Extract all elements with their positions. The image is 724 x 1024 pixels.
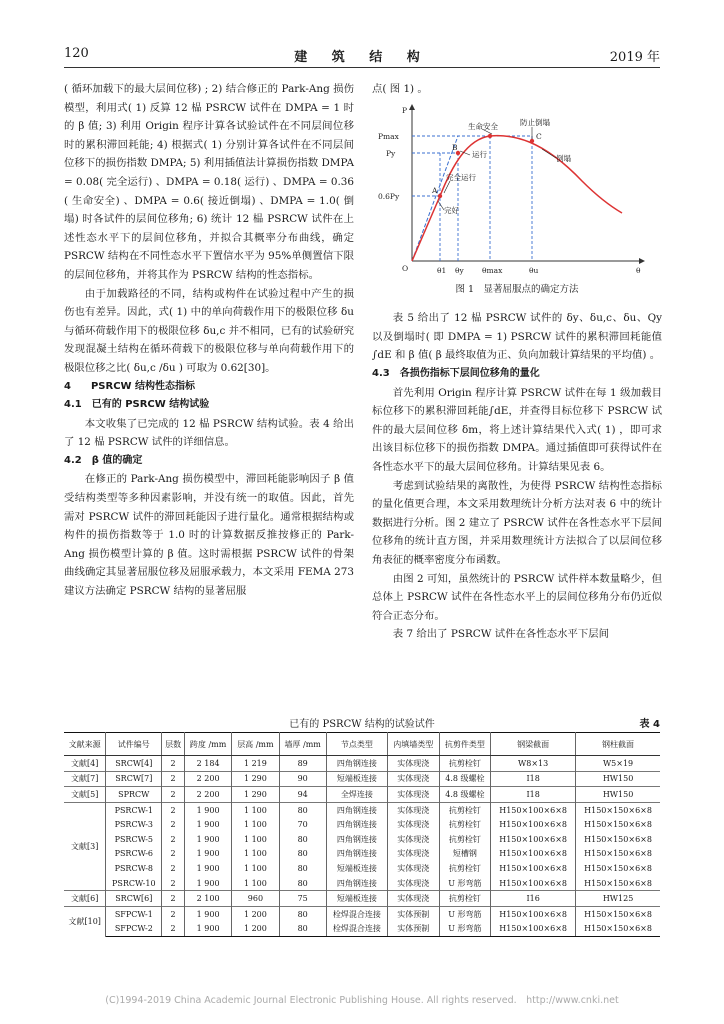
table-row [64, 756, 660, 772]
table-cell: H150×100×6×8 [491, 817, 576, 832]
table-cell: PSRCW-10 [106, 876, 162, 891]
table-cell: H150×150×6×8 [576, 861, 660, 876]
page-header [64, 46, 660, 68]
paragraph: 表 7 给出了 PSRCW 试件在各性态水平下层间 [392, 628, 610, 641]
table-row [64, 802, 660, 817]
point-b-label: B [452, 142, 458, 152]
header-rule [64, 67, 660, 68]
table-cell: 2 [162, 922, 185, 937]
ann-prevent-collapse: 防止倒塌 [520, 117, 550, 127]
table-cell: 栓焊混合连接 [326, 906, 387, 921]
table-cell: PSRCW-6 [106, 847, 162, 862]
pmax-label: Pmax [378, 131, 399, 141]
figure-1 [372, 101, 662, 279]
table-row [64, 847, 660, 862]
table-cell: 70 [279, 817, 326, 832]
py-label: Py [386, 148, 396, 158]
table-cell: 2 [162, 771, 185, 787]
table-cell: 抗剪栓钉 [439, 802, 491, 817]
table-number: 表 4 [639, 719, 660, 730]
page-number: 120 [64, 46, 89, 61]
table-cell: 1 100 [232, 861, 279, 876]
table-cell: 四角钢连接 [326, 847, 387, 862]
table-cell: 抗剪栓钉 [439, 891, 491, 907]
thetau-label: θu [529, 265, 539, 275]
right-column [372, 80, 662, 644]
table-cell: 2 184 [184, 756, 231, 772]
source-cell: 文献[7] [64, 771, 106, 787]
left-column [64, 80, 354, 601]
table-cell: 80 [279, 876, 326, 891]
table-cell: 1 900 [184, 906, 231, 921]
table-cell: 2 200 [184, 771, 231, 787]
table-cell: 四角钢连接 [326, 802, 387, 817]
point-c-label: C [536, 131, 542, 141]
table-cell: HW150 [576, 787, 660, 803]
table-cell: 2 [162, 802, 185, 817]
table-cell: 89 [279, 756, 326, 772]
table-cell: 1 100 [232, 832, 279, 847]
table-cell: PSRCW-3 [106, 817, 162, 832]
source-cell: 文献[5] [64, 787, 106, 803]
table-cell: 1 100 [232, 817, 279, 832]
point-a-label: A [432, 185, 438, 195]
table-cell: 实体现浇 [388, 802, 440, 817]
ann-collapse: 倒塌 [556, 153, 571, 163]
table-row [64, 922, 660, 937]
ann-life-safety: 生命安全 [468, 121, 498, 131]
table-cell: 实体现浇 [388, 832, 440, 847]
paragraph: 由图 2 可知，虽然统计的 PSRCW 试件样本数量略少，但总体上 PSRCW 试件在各性态水平上的层间位移角分布仍近似符合正态分布。 [372, 572, 662, 622]
table-cell: HW150 [576, 771, 660, 787]
column-header: 层高 /mm [232, 733, 279, 756]
table-cell: H150×150×6×8 [576, 847, 660, 862]
figure-ref-line: 点( 图 1) 。 [372, 83, 428, 95]
table-cell: 1 900 [184, 832, 231, 847]
column-header: 内填墙类型 [388, 733, 440, 756]
section-heading: 4 PSRCW 结构性态指标 [64, 380, 196, 392]
table-cell: 960 [232, 891, 279, 907]
table-cell: 75 [279, 891, 326, 907]
table-cell: PSRCW-8 [106, 861, 162, 876]
thetay-label: θy [455, 265, 464, 275]
table-cell: 2 [162, 787, 185, 803]
point-max [488, 133, 492, 137]
thetamax-label: θmax [482, 265, 503, 275]
table-cell: SRCW[4] [106, 756, 162, 772]
figure-caption: 图 1 显著屈服点的确定方法 [455, 283, 579, 295]
ann-fully-operational: 完全运行 [446, 172, 476, 182]
skeleton-curve-plot [372, 101, 662, 279]
table-cell: H150×100×6×8 [491, 861, 576, 876]
table-row [64, 832, 660, 847]
paragraph: 在修正的 Park-Ang 损伤模型中，滞回耗能影响因子 β 值受结构类型等多种因素影响，并没有统一的取值。因此，首先需对 PSRCW 试件的滞回耗能因子进行量化。通常根据结构或构件的损伤指数等于 1.0 时的计算数据反推按修正的 Park-Ang 损伤模型计算的 β 值。这时需根据 PSRCW 试件的骨架曲线确定其显著屈服位移及屈服承载力，本文采用 FEMA 273 建议方法确定 PSRCW 结构的显著屈服 [64, 473, 354, 598]
section-heading: 4.1 已有的 PSRCW 结构试验 [64, 399, 210, 411]
table-cell: W8×13 [491, 756, 576, 772]
table-cell: H150×100×6×8 [491, 876, 576, 891]
table-row [64, 771, 660, 787]
table-cell: 短端板连接 [326, 861, 387, 876]
table-cell: 抗剪栓钉 [439, 861, 491, 876]
table-cell: H150×100×6×8 [491, 906, 576, 921]
table-cell: 1 900 [184, 817, 231, 832]
table-cell: 1 200 [232, 922, 279, 937]
table-cell: I16 [491, 891, 576, 907]
table-cell: 实体现浇 [388, 876, 440, 891]
x-axis-label: θ [636, 265, 641, 275]
table-cell: HW125 [576, 891, 660, 907]
table-cell: 2 [162, 861, 185, 876]
column-header: 层数 [162, 733, 185, 756]
column-header: 跨度 /mm [184, 733, 231, 756]
column-header: 墙厚 /mm [279, 733, 326, 756]
table-cell: H150×150×6×8 [576, 832, 660, 847]
table-row [64, 817, 660, 832]
table-cell: 1 100 [232, 802, 279, 817]
table-cell: 80 [279, 861, 326, 876]
table-cell: 栓焊混合连接 [326, 922, 387, 937]
table-cell: H150×100×6×8 [491, 832, 576, 847]
origin-label: O [402, 263, 409, 273]
ann-operational: 运行 [472, 149, 487, 159]
section-heading: 4.3 各损伤指标下层间位移角的量化 [372, 367, 540, 379]
table-cell: SFPCW-2 [106, 922, 162, 937]
table-cell: 4.8 级螺栓 [439, 771, 491, 787]
copyright-footer: (C)1994-2019 China Academic Journal Electronic Publishing House. All rights reserved. http://www.cnki.net [105, 995, 619, 1006]
table-cell: 实体现浇 [388, 847, 440, 862]
point-a [438, 193, 442, 197]
table-cell: 短槽钢 [439, 847, 491, 862]
table-cell: 实体现浇 [388, 861, 440, 876]
table-cell: U 形弯筋 [439, 922, 491, 937]
table-cell: 2 200 [184, 787, 231, 803]
table-cell: 实体预制 [388, 922, 440, 937]
table-cell: 80 [279, 922, 326, 937]
table-cell: 2 [162, 847, 185, 862]
table-cell: 抗剪栓钉 [439, 756, 491, 772]
table-cell: 1 900 [184, 847, 231, 862]
table-cell: PSRCW-5 [106, 832, 162, 847]
table-cell: 80 [279, 906, 326, 921]
journal-year: 2019 年 [609, 50, 660, 65]
table-cell: 实体现浇 [388, 787, 440, 803]
table-cell: 94 [279, 787, 326, 803]
table-cell: 短端板连接 [326, 891, 387, 907]
table-cell: 抗剪栓钉 [439, 832, 491, 847]
table-cell: 实体现浇 [388, 771, 440, 787]
source-cell: 文献[4] [64, 756, 106, 772]
ann-intact: 完好 [444, 205, 459, 215]
table-cell: U 形弯筋 [439, 876, 491, 891]
paragraph: ( 循环加载下的最大层间位移) ; 2) 结合修正的 Park-Ang 损伤模型，利用式( 1) 反算 12 榀 PSRCW 试件在 DMPA = 1 时的 β 值; 3) 利用 Origin 程序计算各试验试件在不同层间位移时的累积滞回耗能; 4) 根据式( 1) 分别计算各试件在不同层间位移下的损伤指数 DMPA; 5) 利用插值法计算损伤指数 DMPA = 0.08( 完全运行) 、DMPA = 0.18( 运行) 、DMPA = 0.36 ( 生命安全) 、DMPA = 0.6( 接近倒塌) 、DMPA = 1.0( 倒塌) 时各试件的层间位移角; 6) 统计 12 榀 PSRCW 试件在上述性态水平下的层间位移角，并拟合其概率分布曲线，确定 PSRCW 结构在不同性态水平下置信水平为 95%单侧置信下限的层间位移角，并将其作为 PSRCW 结构的性态指标。 [64, 83, 354, 281]
table-cell: SFPCW-1 [106, 906, 162, 921]
table-cell: 2 [162, 756, 185, 772]
table-cell: 四角钢连接 [326, 832, 387, 847]
table-cell: 1 900 [184, 802, 231, 817]
table-cell: 实体现浇 [388, 817, 440, 832]
table-row [64, 787, 660, 803]
table-cell: 实体预制 [388, 906, 440, 921]
table-cell: 2 [162, 832, 185, 847]
table-4 [64, 732, 660, 937]
table-cell: 四角钢连接 [326, 876, 387, 891]
table-cell: 实体现浇 [388, 756, 440, 772]
table-cell: 4.8 级螺栓 [439, 787, 491, 803]
y-axis-label: P [402, 105, 408, 115]
table-cell: SRCW[6] [106, 891, 162, 907]
table-cell: U 形弯筋 [439, 906, 491, 921]
table-cell: H150×150×6×8 [576, 802, 660, 817]
column-header: 节点类型 [326, 733, 387, 756]
table-row [64, 906, 660, 921]
table-cell: 2 100 [184, 891, 231, 907]
table-cell: H150×150×6×8 [576, 922, 660, 937]
table-cell: H150×150×6×8 [576, 876, 660, 891]
section-heading: 4.2 β 值的确定 [64, 454, 143, 466]
journal-name: 建 筑 结 构 [294, 50, 430, 65]
table-cell: 全焊连接 [326, 787, 387, 803]
paragraph: 首先利用 Origin 程序计算 PSRCW 试件在每 1 级加载目标位移下的累积滞回耗能∫dE，并查得目标位移下 PSRCW 试件的最大层间位移 δm，将上述计算结果代入式( 1) ，即可求出该目标位移下的损伤指数 DMPA。通过插值即可获得试件在各性态水平下的最大层间位移角。计算结果见表 6。 [372, 386, 662, 473]
table-cell: 四角钢连接 [326, 756, 387, 772]
column-header: 抗剪件类型 [439, 733, 491, 756]
theta1-label: θ1 [437, 265, 447, 275]
table-cell: 80 [279, 847, 326, 862]
table-cell: 2 [162, 817, 185, 832]
table-row [64, 876, 660, 891]
table-cell: I18 [491, 787, 576, 803]
table-cell: H150×150×6×8 [576, 906, 660, 921]
paragraph: 由于加载路径的不同，结构或构件在试验过程中产生的损伤也有差异。因此，式( 1) 中的单向荷载作用下的极限位移 δu 与循环荷载作用下的极限位移 δu,c 并不相同，已有的试验研究发现混凝土结构在循环荷载下的极限位移与单向荷载作用下的极限位移之比( δu,c /δu ) 可取为 0.62[30]。 [64, 287, 354, 374]
table-cell: PSRCW-1 [106, 802, 162, 817]
column-header: 文献来源 [64, 733, 106, 756]
table-cell: W5×19 [576, 756, 660, 772]
table-cell: 1 900 [184, 922, 231, 937]
table-cell: 2 [162, 876, 185, 891]
table-header-row [64, 733, 660, 756]
table-cell: H150×100×6×8 [491, 847, 576, 862]
table-cell: 短端板连接 [326, 771, 387, 787]
table-cell: 抗剪栓钉 [439, 817, 491, 832]
table-cell: 2 [162, 891, 185, 907]
column-header: 钢柱截面 [576, 733, 660, 756]
column-header: 钢梁截面 [491, 733, 576, 756]
right-body [372, 309, 662, 644]
paragraph: 表 5 给出了 12 榀 PSRCW 试件的 δy、δu,c、δu、Qy 以及倒塌时( 即 DMPA = 1) PSRCW 试件的累积滞回耗能值∫dE 和 β 值( β 最终取值为正、负向加载计算结果的平均值) 。 [372, 312, 662, 362]
table-cell: 1 100 [232, 847, 279, 862]
table-cell: 80 [279, 802, 326, 817]
table-cell: I18 [491, 771, 576, 787]
table-cell: 80 [279, 832, 326, 847]
table-cell: 实体现浇 [388, 891, 440, 907]
table-cell: 四角钢连接 [326, 817, 387, 832]
source-cell: 文献[3] [64, 802, 106, 891]
source-cell: 文献[6] [64, 891, 106, 907]
table-row [64, 861, 660, 876]
point-c [530, 138, 534, 142]
skeleton-curve [412, 135, 622, 260]
secant-line [412, 136, 458, 261]
source-cell: 文献[10] [64, 906, 106, 936]
table-cell: 2 [162, 906, 185, 921]
paragraph: 考虑到试验结果的离散性，为使得 PSRCW 结构性态指标的量化值更合理，本文采用数理统计分析方法对表 6 中的统计数据进行分析。图 2 建立了 PSRCW 试件在各性态水平下层间位移角的统计直方图，并采用数理统计方法拟合了以层间位移角表征的概率密度分布函数。 [372, 479, 662, 566]
table-cell: 90 [279, 771, 326, 787]
table-cell: H150×150×6×8 [576, 817, 660, 832]
p06-label: 0.6Py [378, 191, 400, 201]
table-row [64, 891, 660, 907]
table-cell: SPRCW [106, 787, 162, 803]
paragraph: 本文收集了已完成的 12 榀 PSRCW 结构试验。表 4 给出了 12 榀 PSRCW 试件的详细信息。 [64, 417, 354, 449]
table-cell: 1 900 [184, 861, 231, 876]
table-cell: 1 200 [232, 906, 279, 921]
table-cell: H150×100×6×8 [491, 922, 576, 937]
table-cell: 1 219 [232, 756, 279, 772]
table-cell: 1 290 [232, 771, 279, 787]
table-cell: H150×100×6×8 [491, 802, 576, 817]
table-cell: 1 900 [184, 876, 231, 891]
table-cell: SRCW[7] [106, 771, 162, 787]
table-cell: 1 290 [232, 787, 279, 803]
column-header: 试件编号 [106, 733, 162, 756]
table-title-bar [64, 715, 660, 731]
table-cell: 1 100 [232, 876, 279, 891]
table-title: 已有的 PSRCW 结构的试验试件 [289, 719, 435, 730]
